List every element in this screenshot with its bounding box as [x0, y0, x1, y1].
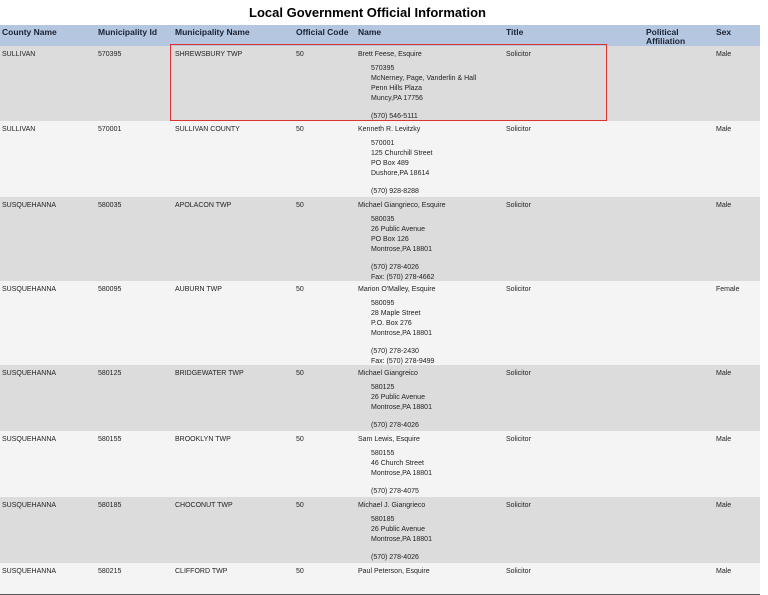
- cell-name: Kenneth R. Levitzky: [358, 126, 421, 133]
- address-line: 580125: [371, 384, 395, 391]
- cell-title: Solicitor: [506, 568, 531, 575]
- cell-sex: Male: [716, 568, 732, 575]
- column-header-county: County Name: [2, 27, 57, 37]
- phone-line: (570) 278-4075: [371, 488, 419, 495]
- cell-name: Marion O'Malley, Esquire: [358, 286, 436, 293]
- address-line: 28 Maple Street: [371, 310, 421, 317]
- table-row: [0, 197, 760, 282]
- phone-line: (570) 278-2430: [371, 348, 419, 355]
- cell-county: SUSQUEHANNA: [2, 568, 57, 575]
- cell-title: Solicitor: [506, 51, 531, 58]
- address-line: PO Box 489: [371, 160, 409, 167]
- cell-title: Solicitor: [506, 502, 531, 509]
- cell-municipality-id: 580035: [98, 202, 122, 209]
- cell-name: Sam Lewis, Esquire: [358, 436, 420, 443]
- cell-title: Solicitor: [506, 202, 531, 209]
- cell-county: SULLIVAN: [2, 51, 36, 58]
- cell-official-code: 50: [296, 286, 304, 293]
- cell-municipality-name: SHREWSBURY TWP: [175, 51, 243, 58]
- cell-sex: Male: [716, 436, 732, 443]
- table-row: [0, 46, 760, 122]
- official-address-block: [371, 383, 432, 431]
- cell-sex: Male: [716, 126, 732, 133]
- column-header-official-code: Official Code: [296, 27, 349, 37]
- cell-county: SUSQUEHANNA: [2, 436, 57, 443]
- cell-sex: Male: [716, 51, 732, 58]
- cell-municipality-id: 580155: [98, 436, 122, 443]
- cell-county: SUSQUEHANNA: [2, 202, 57, 209]
- cell-name: Michael J. Giangrieco: [358, 502, 426, 509]
- official-address-block: [371, 515, 432, 563]
- cell-municipality-id: 580185: [98, 502, 122, 509]
- table-row: [0, 563, 760, 595]
- table-row: [0, 121, 760, 198]
- cell-official-code: 50: [296, 202, 304, 209]
- cell-sex: Male: [716, 370, 732, 377]
- address-line: Dushore,PA 18614: [371, 170, 430, 177]
- fax-line: Fax: (570) 278-4662: [371, 274, 435, 281]
- cell-municipality-id: 580125: [98, 370, 122, 377]
- address-line: 26 Public Avenue: [371, 394, 425, 401]
- address-line: Montrose,PA 18801: [371, 330, 432, 337]
- address-line: Muncy,PA 17756: [371, 95, 423, 102]
- table-row: [0, 431, 760, 498]
- address-line: 26 Public Avenue: [371, 226, 425, 233]
- cell-sex: Male: [716, 202, 732, 209]
- cell-municipality-name: APOLACON TWP: [175, 202, 232, 209]
- column-header-municipality-id: Municipality Id: [98, 27, 158, 37]
- cell-sex: Male: [716, 502, 732, 509]
- official-address-block: [371, 64, 476, 122]
- cell-name: Paul Peterson, Esquire: [358, 568, 430, 575]
- address-line: 580095: [371, 300, 395, 307]
- address-line: 125 Churchill Street: [371, 150, 433, 157]
- cell-official-code: 50: [296, 51, 304, 58]
- table-row: [0, 281, 760, 366]
- phone-line: (570) 278-4026: [371, 554, 419, 561]
- address-line: 570001: [371, 140, 395, 147]
- address-line: Montrose,PA 18801: [371, 470, 432, 477]
- column-header-political-affiliation: Political Affiliation: [646, 27, 686, 46]
- cell-sex: Female: [716, 286, 740, 293]
- address-line: P.O. Box 276: [371, 320, 412, 327]
- address-line: 580185: [371, 516, 395, 523]
- cell-official-code: 50: [296, 436, 304, 443]
- table-row: [0, 497, 760, 564]
- cell-official-code: 50: [296, 568, 304, 575]
- cell-municipality-name: CLIFFORD TWP: [175, 568, 228, 575]
- column-header-name: Name: [358, 27, 382, 37]
- official-address-block: [371, 299, 434, 367]
- official-address-block: [371, 139, 432, 197]
- table-row: [0, 365, 760, 432]
- cell-title: Solicitor: [506, 436, 531, 443]
- cell-county: SUSQUEHANNA: [2, 286, 57, 293]
- table-header: [0, 25, 760, 47]
- cell-official-code: 50: [296, 370, 304, 377]
- cell-title: Solicitor: [506, 370, 531, 377]
- address-line: 580035: [371, 216, 395, 223]
- address-line: McNerney, Page, Vanderlin & Hall: [371, 75, 477, 82]
- cell-name: Michael Giangrieco, Esquire: [358, 202, 446, 209]
- column-header-sex: Sex: [716, 27, 732, 37]
- cell-name: Michael Giangreico: [358, 370, 418, 377]
- cell-official-code: 50: [296, 126, 304, 133]
- address-line: 26 Public Avenue: [371, 526, 425, 533]
- cell-municipality-id: 580095: [98, 286, 122, 293]
- address-line: Penn Hills Plaza: [371, 85, 422, 92]
- phone-line: (570) 546-5111: [371, 113, 418, 120]
- fax-line: Fax: (570) 278-9499: [371, 358, 435, 365]
- phone-line: (570) 928-8288: [371, 188, 419, 195]
- cell-title: Solicitor: [506, 126, 531, 133]
- address-line: Montrose,PA 18801: [371, 536, 432, 543]
- cell-county: SUSQUEHANNA: [2, 502, 57, 509]
- cell-municipality-name: BROOKLYN TWP: [175, 436, 231, 443]
- cell-name: Brett Feese, Esquire: [358, 51, 422, 58]
- cell-county: SULLIVAN: [2, 126, 36, 133]
- cell-municipality-id: 580215: [98, 568, 122, 575]
- phone-line: (570) 278-4026: [371, 264, 419, 271]
- cell-municipality-id: 570001: [98, 126, 122, 133]
- cell-municipality-name: SULLIVAN COUNTY: [175, 126, 240, 133]
- phone-line: (570) 278-4026: [371, 422, 419, 429]
- cell-official-code: 50: [296, 502, 304, 509]
- cell-municipality-name: CHOCONUT TWP: [175, 502, 233, 509]
- cell-county: SUSQUEHANNA: [2, 370, 57, 377]
- address-line: 46 Church Street: [371, 460, 424, 467]
- column-header-municipality-name: Municipality Name: [175, 27, 250, 37]
- address-line: Montrose,PA 18801: [371, 246, 432, 253]
- cell-municipality-name: AUBURN TWP: [175, 286, 222, 293]
- address-line: 580155: [371, 450, 395, 457]
- cell-title: Solicitor: [506, 286, 531, 293]
- page-title: Local Government Official Information: [249, 5, 486, 20]
- address-line: Montrose,PA 18801: [371, 404, 432, 411]
- address-line: PO Box 126: [371, 236, 409, 243]
- official-address-block: [371, 449, 432, 497]
- cell-municipality-name: BRIDGEWATER TWP: [175, 370, 244, 377]
- column-header-title: Title: [506, 27, 524, 37]
- address-line: 570395: [371, 65, 395, 72]
- official-address-block: [371, 215, 434, 283]
- cell-municipality-id: 570395: [98, 51, 122, 58]
